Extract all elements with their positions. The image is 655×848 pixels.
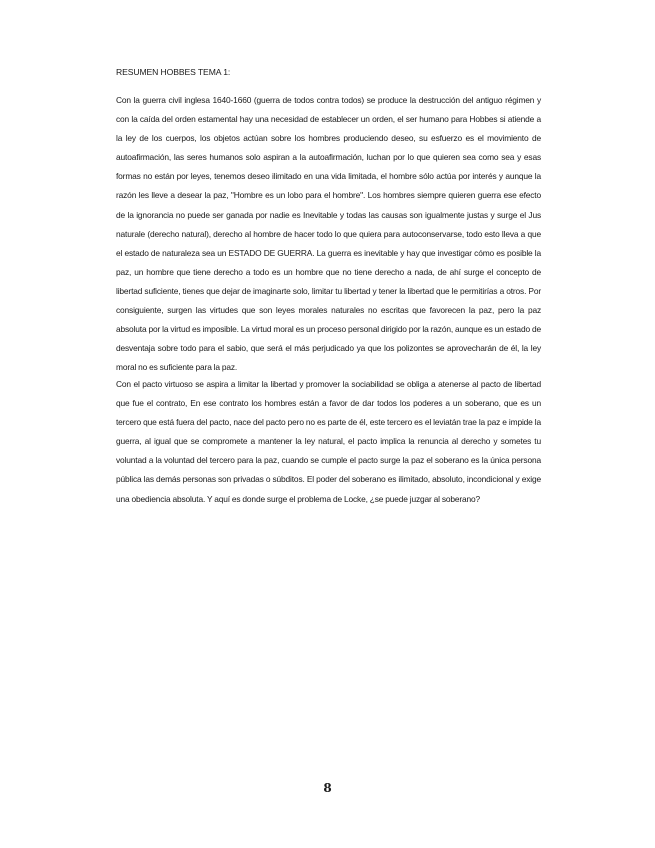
page-number: 8 [323,781,332,795]
document-title: RESUMEN HOBBES TEMA 1: [116,67,231,77]
paragraph-2: Con el pacto virtuoso se aspira a limitar la libertad y promover la sociabilidad se obliga a atenerse al pacto de libertad que fue el contrato, En ese contrato los hombres están a favor de dar todos los poderes a un soberano, que es un tercero que está fuera del pacto, nace del pacto pero no es parte de él, este tercero es el leviatán trae la paz e impide la guerra, al igual que se compromete a mantener la ley natural, el pacto implica la renuncia al derecho y sometes tu voluntad a la voluntad del tercero para la paz, cuando se cumple el pacto surge la paz el soberano es la única persona pública las demás personas son privadas o súbditos. El poder del soberano es ilimitado, absoluto, incondicional y exige una obediencia absoluta. Y aquí es donde surge el problema de Locke, ¿se puede juzgar al soberano? [116,379,541,504]
paragraph-1: Con la guerra civil inglesa 1640-1660 (guerra de todos contra todos) se produce la destrucción del antiguo régimen y con la caída del orden estamental hay una necesidad de establecer un orden, el ser humano para Hobbes si atiende a la ley de los cuerpos, los objetos actúan sobre los hombres produciendo deseo, su esfuerzo es el movimiento de autoafirmación, las seres humanos solo aspiran a la autoafirmación, luchan por lo que quieren sea como sea y esas formas no están por leyes, tenemos deseo ilimitado en una vida limitada, el hombre sólo actúa por interés y aunque la razón les lleve a desear la paz, "Hombre es un lobo para el hombre". Los hombres siempre quieren guerra ese efecto de la ignorancia no puede ser ganada por nadie es Inevitable y todas las causas son igualmente justas y surge el Jus naturale (derecho natural), derecho al hombre de hacer todo lo que quiera para autoconservarse, todo esto lleva a que el estado de naturaleza sea un ESTADO DE GUERRA. La guerra es inevitable y hay que investigar cómo es posible la paz, un hombre que tiene derecho a todo es un hombre que no tiene derecho a nada, de ahí surge el concepto de libertad suficiente, tienes que dejar de imaginarte solo, limitar tu libertad y tener la libertad que le permitirías a otros. Por consiguiente, surgen las virtudes que son leyes morales naturales no escritas que favorecen la paz, pero la paz absoluta por la virtud es imposible. La virtud moral es un proceso personal dirigido por la razón, aunque es un estado de desventaja sobre todo para el sabio, que será el más perjudicado ya que los polizontes se aprovecharán de él, la ley moral no es suficiente para la paz. [116,95,541,373]
